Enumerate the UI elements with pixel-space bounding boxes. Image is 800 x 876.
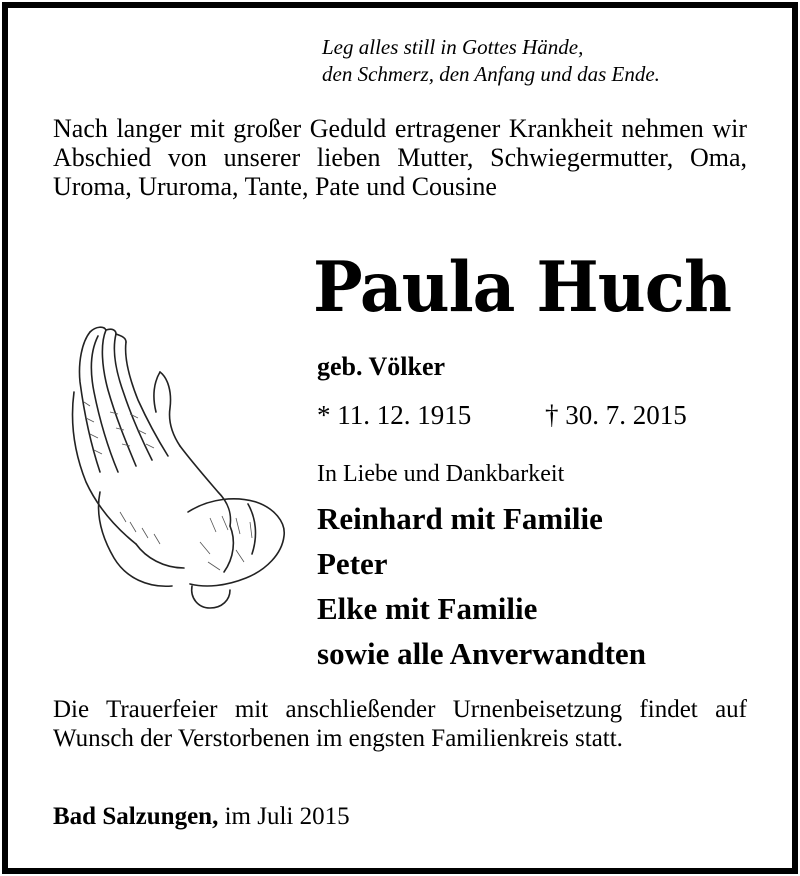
motto-line: den Schmerz, den Anfang und das Ende. — [322, 62, 660, 86]
deceased-name: Paula Huch — [313, 246, 731, 328]
place-and-date — [53, 802, 350, 832]
dedication-line: In Liebe und Dankbarkeit — [317, 461, 565, 487]
motto-line: Leg alles still in Gottes Hände, — [322, 35, 584, 59]
mourners-list — [317, 496, 646, 676]
place-date: im Juli 2015 — [218, 803, 350, 830]
birth-name: geb. Völker — [317, 352, 446, 381]
motto-verse — [322, 34, 762, 88]
list-item: Elke mit Familie — [317, 591, 538, 626]
praying-hands-icon — [60, 322, 300, 612]
death-date: † 30. 7. 2015 — [545, 400, 687, 430]
birth-date: * 11. 12. 1915 — [317, 400, 472, 430]
intro-text: Nach langer mit großer Geduld ertragener Krankheit nehmen wir Abschied von unserer lieben Mutter, Schwiegermutter, Oma, Uroma, Ururoma, Tante, Pate und Cousine — [53, 114, 747, 201]
list-item: sowie alle Anverwandten — [317, 636, 646, 671]
place-city: Bad Salzungen, — [53, 803, 219, 830]
list-item: Peter — [317, 546, 388, 581]
list-item: Reinhard mit Familie — [317, 501, 603, 536]
ceremony-text: Die Trauerfeier mit anschließender Urnenbeisetzung findet auf Wunsch der Verstorbenen im engsten Familienkreis statt. — [53, 696, 747, 752]
